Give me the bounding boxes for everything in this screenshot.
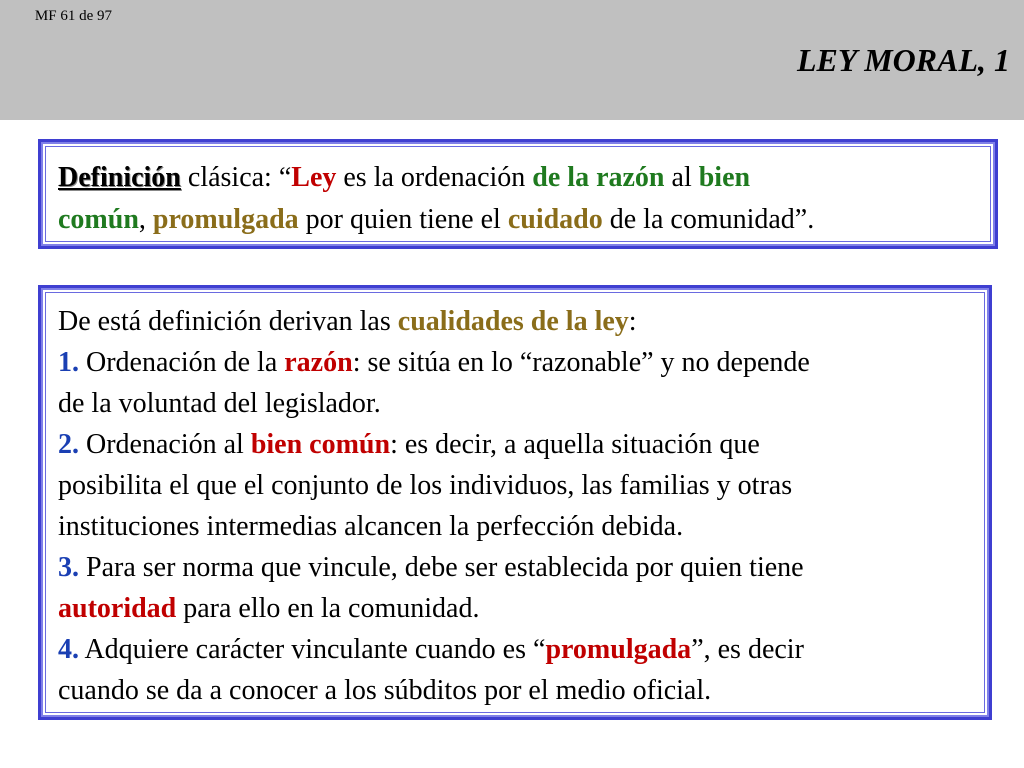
item-number: 3. [58, 552, 79, 583]
header-band [0, 0, 1024, 120]
keyword-autoridad: autoridad [58, 593, 177, 624]
item-2-line-1 [58, 424, 972, 465]
qualities-intro [58, 301, 972, 342]
definition-term: Definición [58, 162, 181, 193]
text-run: : [628, 306, 637, 337]
keyword-bien: bien [698, 162, 751, 193]
item-1-line-2: de la voluntad del legislador. [58, 388, 381, 419]
text-run: : es decir, a aquella situación que [390, 429, 760, 460]
definition-box-inner [45, 146, 991, 242]
definition-line-1 [58, 157, 978, 199]
item-number: 2. [58, 429, 79, 460]
item-4-line-1 [58, 629, 972, 670]
text-run: Ordenación de la [79, 347, 285, 378]
text-run: De está definición derivan las [58, 306, 398, 337]
definition-line-2 [58, 199, 978, 241]
text-run: para ello en la comunidad. [176, 593, 480, 624]
text-run: clásica: “ [180, 162, 292, 193]
item-3-line-2 [58, 588, 972, 629]
definition-box [38, 139, 998, 249]
text-run: de la comunidad”. [602, 204, 815, 235]
text-run: , [138, 204, 153, 235]
keyword-de-la-razon: de la razón [532, 162, 665, 193]
text-run: por quien tiene el [298, 204, 508, 235]
keyword-promulgada-item: promulgada [545, 634, 692, 665]
keyword-comun: común [58, 204, 139, 235]
text-run: Ordenación al [79, 429, 251, 460]
item-4-line-2: cuando se da a conocer a los súbditos por el medio oficial. [58, 675, 712, 706]
keyword-razon: razón [284, 347, 353, 378]
item-2-line-2: posibilita el que el conjunto de los individuos, las familias y otras [58, 470, 793, 501]
qualities-box [38, 285, 992, 720]
keyword-cuidado: cuidado [507, 204, 603, 235]
slide-counter: MF 61 de 97 [34, 8, 112, 24]
item-2-line-3: instituciones intermedias alcancen la perfección debida. [58, 511, 684, 542]
slide-title: LEY MORAL, 1 [796, 42, 1010, 78]
keyword-cualidades: cualidades de la ley [397, 306, 629, 337]
keyword-ley: Ley [291, 162, 337, 193]
item-1-line-1 [58, 342, 972, 383]
text-run: es la ordenación [336, 162, 533, 193]
item-number: 1. [58, 347, 79, 378]
item-number: 4. [58, 634, 79, 665]
text-run: Adquiere carácter vinculante cuando es “ [79, 634, 546, 665]
qualities-box-inner [45, 292, 985, 713]
qualities-text [58, 301, 972, 711]
text-run: ”, es decir [691, 634, 804, 665]
text-run: : se sitúa en lo “razonable” y no depende [352, 347, 810, 378]
text-run: Para ser norma que vincule, debe ser establecida por quien tiene [79, 552, 804, 583]
text-run: al [664, 162, 699, 193]
item-3-line-1 [58, 547, 972, 588]
keyword-bien-comun: bien común [250, 429, 391, 460]
keyword-promulgada: promulgada [152, 204, 299, 235]
definition-text [58, 157, 978, 241]
